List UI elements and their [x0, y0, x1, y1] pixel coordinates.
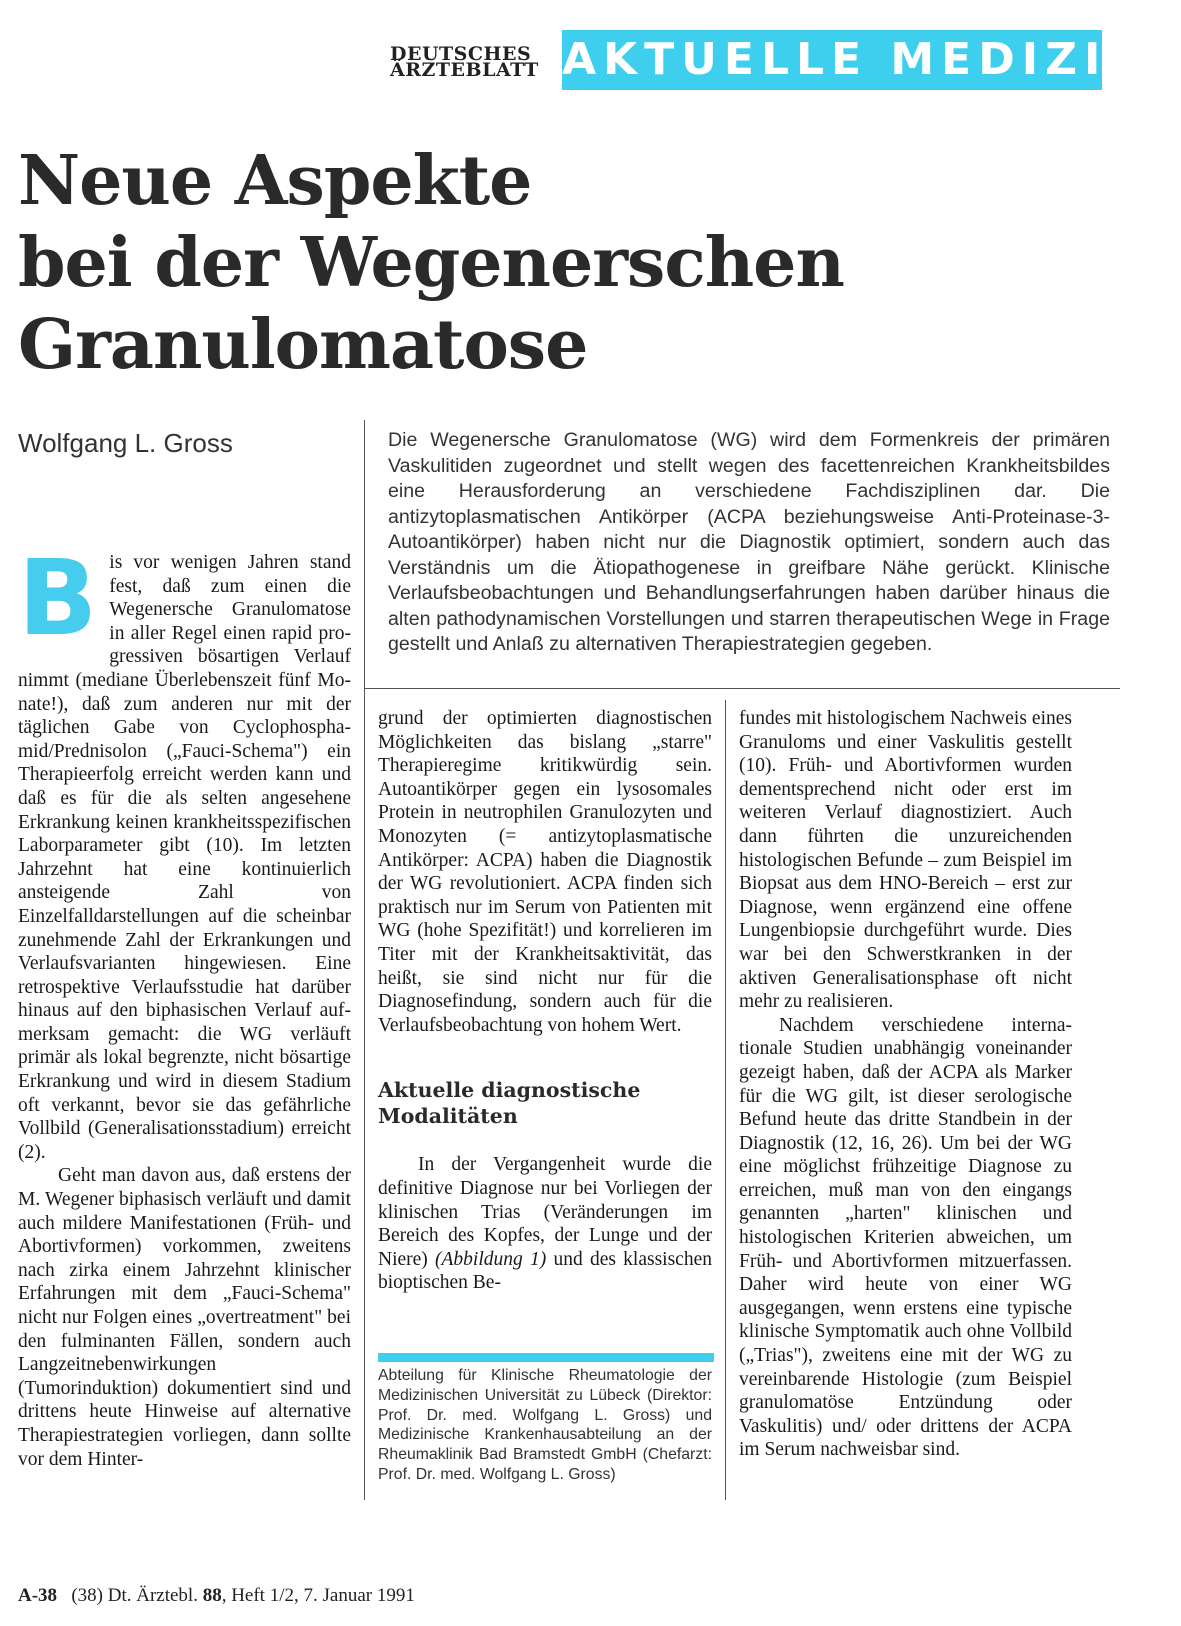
section-heading	[378, 1077, 712, 1129]
body-column-3	[739, 707, 1072, 1462]
body-paragraph: fundes mit histologischem Nachweis eines Granuloms und einer Vaskulitis gestellt (10). Früh- und Abortivformen wurden dementsprechend nicht oder erst im weiteren Verlauf diagnostiziert. Auch dann führten die unzureichenden histologischen Befunde – zum Beispiel im Biopsat aus dem HNO-Bereich – erst zur Diagnose, wenn ergänzend eine offene Lungenbiopsie durchgeführt wurde. Dies war bei den Schwerstkranken in der aktiven Generalisationsphase oft nicht mehr zu realisieren.	[739, 708, 1072, 1013]
volume-number: 88	[202, 1585, 222, 1606]
article-abstract: Die Wegenersche Granulomatose (WG) wird dem Formenkreis der primären Vaskulitiden zugeordnet und stellt wegen des facettenreichen Krankheitsbildes eine Herausforderung an verschiedene Fachdisziplinen dar. Die antizytoplasmatischen Antikörper (ACPA beziehungsweise Anti-Proteinase-3-Autoantikörper) haben nicht nur die Diagnostik optimiert, sondern auch das Verständnis um die Ätiopathogenese in greifbare Nähe gerückt. Klinische Verlaufsbeobachtungen und Behandlungserfahrungen haben darüber hinaus die alten pathodynamischen Vorstellungen und starren therapeutischen Wege in Frage gestellt und Anlaß zu alternativen Therapiestrategien gegeben.	[388, 429, 1110, 655]
masthead-line-1: DEUTSCHES	[390, 43, 532, 65]
section-heading-line-1: Aktuelle diagnostische	[378, 1078, 641, 1103]
citation-issue: , Heft 1/2, 7. Januar 1991	[221, 1585, 415, 1606]
drop-cap: B	[18, 537, 98, 659]
body-paragraph: is vor wenigen Jahren stand fest, daß zum einen die Wegenersche Granulomatose in aller Regel einen rapid progressiven bösartigen Verlauf nimmt (mediane Überlebenszeit fünf Monate!), daß zum anderen nur mit der täglichen Gabe von Cyclophosphamid/Prednisolon („Fauci-Schema") ein Therapieerfolg erreicht werden kann und daß es für die als selten angesehene Erkrankung keinen krankheitsspezifischen Laborparameter gibt (10). Im letzten Jahrzehnt hat eine kontinuierlich ansteigende Zahl von Einzelfalldarstellungen auf die scheinbar zunehmende Zahl der Erkrankungen und Verlaufsvarianten hingewiesen. Eine retrospektive Verlaufsstudie hat darüber hinaus auf den biphasischen Verlauf aufmerksam gemacht: die WG verläuft primär als lokal begrenzte, nicht bösartige Erkrankung und wird in diesem Stadium oft verkannt, bevor sie das gefährliche Vollbild (Generalisationsstadium) erreicht (2).	[18, 552, 351, 1163]
body-paragraph	[378, 1153, 712, 1295]
column-divider-left	[364, 420, 365, 1500]
title-line-1: Neue Aspekte	[18, 141, 532, 221]
body-column-2	[378, 707, 712, 1295]
title-line-2: bei der Wegenerschen	[18, 223, 844, 303]
title-line-3: Granulomatose	[18, 305, 588, 385]
body-text: In der Vergangenheit wurde die definitive Diagnose nur bei Vorliegen der klinischen Trias (Veränderungen im Bereich des Kopfes, der Lunge und der Niere)	[378, 1154, 712, 1270]
body-paragraph: grund der optimierten diagnostischen Möglichkeiten das bislang „starre" Therapieregime kritikwürdig sein. Autoantikörper gegen ein lysosomales Protein in neutrophilen Granulozyten und Monozyten (= antizytoplasmatische Antikörper: ACPA) haben die Diagnostik der WG revolutioniert. ACPA finden sich praktisch nur im Serum von Patienten mit WG (hohe Spezifität!) und korrelieren im Titer mit der Krankheitsaktivität, das heißt, sie sind nicht nur für die Diagnosefindung, sondern auch für die Verlaufsbeobachtung von hohem Wert.	[378, 708, 712, 1036]
page-footer	[18, 1585, 415, 1607]
masthead-line-2: ÄRZTEBLATT	[390, 59, 539, 81]
author-name: Wolfgang L. Gross	[18, 428, 233, 458]
body-paragraph: Nachdem verschiedene internationale Studien unabhängig voneinander gezeigt haben, daß der ACPA als Marker für die WG gilt, ist dieser serologische Befund heute das dritte Standbein in der Diagnostik (12, 16, 26). Um bei der WG eine möglichst frühzeitige Diagnose zu erreichen, muß man von den eingangs genannten „harten" klinischen und histologischen Kriterien abweichen, um Früh- und Abortivformen mitzuerfassen. Daher wird heute von einer WG ausgegangen, wenn erstens eine typische klinische Symptomatik auch ohne Vollbild („Trias"), zweitens eine mit der WG zu vereinbarende Histologie (zum Beispiel granulomatöse Entzündung oder Vaskulitis) und/ oder drittens der ACPA im Serum nachweisbar sind.	[739, 1014, 1072, 1461]
author-affiliation: Abteilung für Klinische Rheumatologie der Medizinischen Universität zu Lübeck (Direktor: Prof. Dr. med. Wolfgang L. Gross) und Medizinische Krankenhausabteilung an der Rheumaklinik Bad Bramstedt GmbH (Chefarzt: Prof. Dr. med. Wolfgang L. Gross)	[378, 1367, 712, 1483]
body-paragraph: Geht man davon aus, daß erstens der M. Wegener biphasisch verläuft und damit auch mildere Manifestationen (Früh- und Abortivformen) vorkommen, zweitens nach zirka einem Jahrzehnt klinischer Erfahrungen mit dem „Fauci-Schema" nicht nur Folgen eines „overtreatment" bei den fulminanten Fällen, sondern auch Langzeitnebenwirkungen (Tumorinduktion) dokumentiert sind und drittens heute Hinweise auf alternative Therapiestrategien vorliegen, dann sollte vor dem Hinter-	[18, 1165, 351, 1470]
article-title	[18, 140, 1018, 386]
journal-masthead	[390, 43, 558, 81]
section-heading-line-2: Modalitäten	[378, 1104, 518, 1129]
citation-text: (38) Dt. Ärztebl.	[71, 1585, 203, 1606]
affiliation-accent-bar	[378, 1353, 714, 1362]
abstract-divider	[364, 688, 1120, 689]
section-banner: AKTUELLE MEDIZIN	[562, 30, 1102, 90]
body-text: und des klassischen bioptischen Be-	[378, 1248, 712, 1294]
body-column-1	[18, 537, 351, 1471]
column-divider-right	[725, 700, 726, 1500]
page-number: A-38	[18, 1585, 58, 1606]
figure-reference: (Abbildung 1)	[435, 1248, 547, 1270]
